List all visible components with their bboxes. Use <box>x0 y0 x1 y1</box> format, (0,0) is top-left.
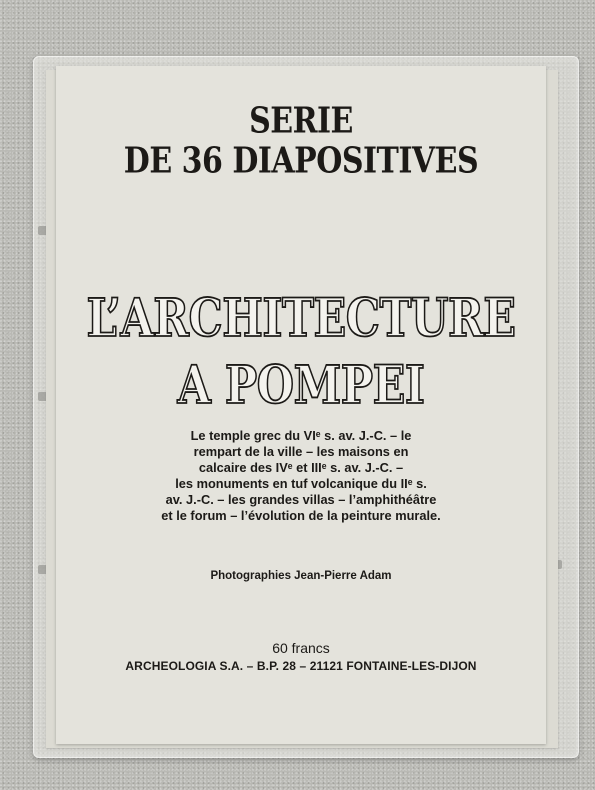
description-line: rempart de la ville – les maisons en <box>193 444 409 459</box>
publisher-address: ARCHEOLOGIA S.A. – B.P. 28 – 21121 FONTAINE-LES-DIJON <box>125 659 477 673</box>
description-line: av. J.-C. – les grandes villas – l’amphithéâtre <box>165 492 437 507</box>
main-title-line-2: A POMPEI <box>177 355 425 417</box>
main-title-line-1: L’ARCHITECTURE <box>86 288 516 350</box>
description-line: les monuments en tuf volcanique du IIᵉ s. <box>175 476 427 491</box>
series-heading: SERIE <box>249 100 353 143</box>
price: 60 francs <box>272 640 330 656</box>
description-line: et le forum – l’évolution de la peinture murale. <box>161 508 441 523</box>
description-line: Le temple grec du VIᵉ s. av. J.-C. – le <box>190 428 412 443</box>
description-line: calcaire des IVᵉ et IIIᵉ s. av. J.-C. – <box>198 460 404 475</box>
photo-credits: Photographies Jean-Pierre Adam <box>210 570 392 582</box>
booklet-cover <box>56 66 546 744</box>
contents-description <box>116 428 486 524</box>
slides-count-heading: DE 36 DIAPOSITIVES <box>123 140 479 183</box>
